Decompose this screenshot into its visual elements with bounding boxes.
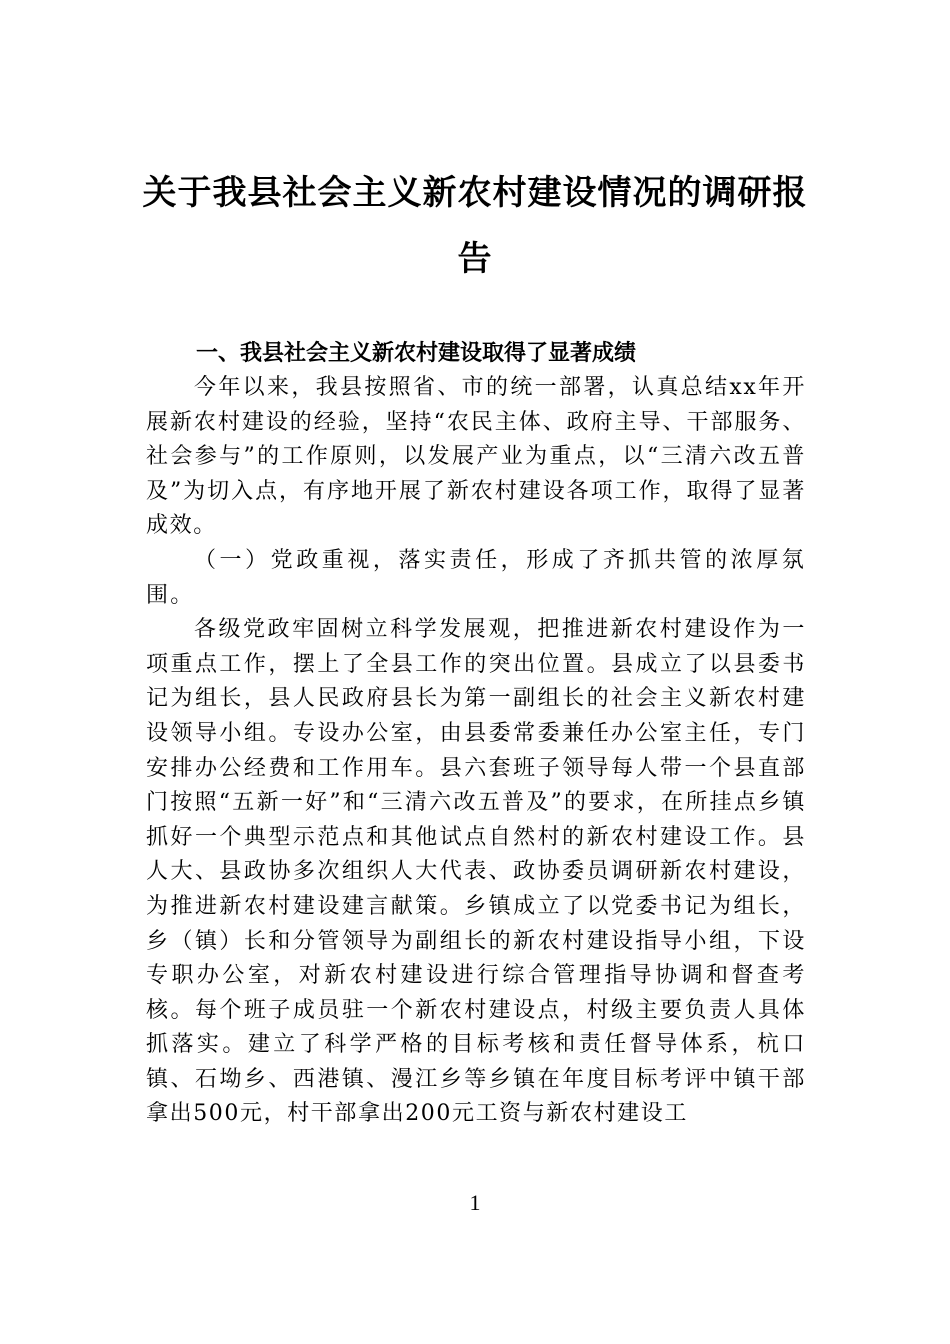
paragraph-intro: 今年以来，我县按照省、市的统一部署，认真总结xx年开展新农村建设的经验，坚持“农民主体、政府主导、干部服务、社会参与”的工作原则，以发展产业为重点，以“三清六改五普及”为切入点，有序地开展了新农村建设各项工作，取得了显著成效。 (146, 375, 806, 539)
document-title: 关于我县社会主义新农村建设情况的调研报告 (142, 173, 808, 279)
page-number: 1 (469, 1190, 481, 1215)
paragraph-body: 各级党政牢固树立科学发展观，把推进新农村建设作为一项重点工作，摆上了全县工作的突出位置。县成立了以县委书记为组长，县人民政府县长为第一副组长的社会主义新农村建设领导小组。专设办公室，由县委常委兼任办公室主任，专门安排办公经费和工作用车。县六套班子领导每人带一个县直部门按照“五新一好”和“三清六改五普及”的要求，在所挂点乡镇抓好一个典型示范点和其他试点自然村的新农村建设工作。县人大、县政协多次组织人大代表、政协委员调研新农村建设，为推进新农村建设建言献策。乡镇成立了以党委书记为组长，乡（镇）长和分管领导为副组长的新农村建设指导小组，下设专职办公室，对新农村建设进行综合管理指导协调和督查考核。每个班子成员驻一个新农村建设点，村级主要负责人具体抓落实。建立了科学严格的目标考核和责任督导体系，杭口镇、石坳乡、西港镇、漫江乡等乡镇在年度目标考评中镇干部拿出500元，村干部拿出200元工资与新农村建设工 (146, 617, 806, 1127)
document-body (146, 336, 806, 1132)
section-heading: 一、我县社会主义新农村建设取得了显著成绩 (196, 341, 637, 366)
subsection-heading: （一）党政重视，落实责任，形成了齐抓共管的浓厚氛围。 (146, 547, 806, 608)
